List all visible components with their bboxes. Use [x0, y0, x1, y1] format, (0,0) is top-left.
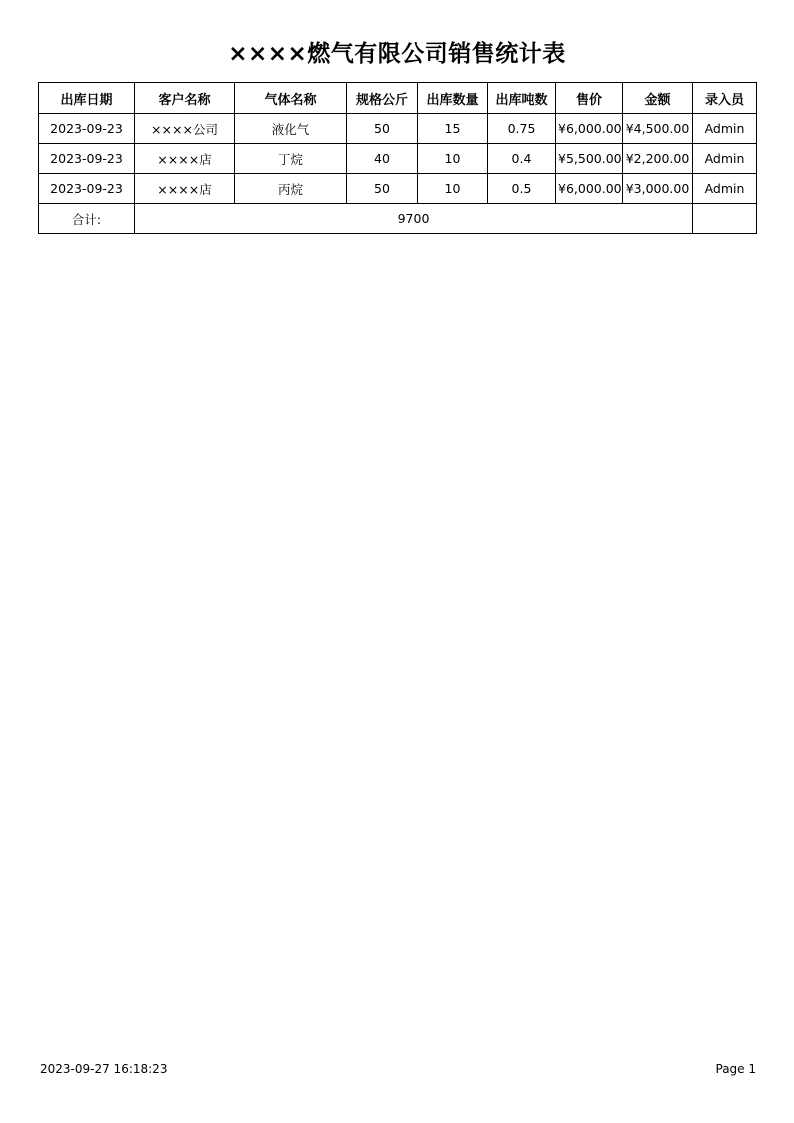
cell-date: 2023-09-23	[39, 174, 135, 204]
total-empty-cell	[693, 204, 757, 234]
cell-spec: 40	[347, 144, 418, 174]
total-row	[39, 204, 757, 234]
cell-quantity: 10	[418, 144, 488, 174]
col-header-customer: 客户名称	[135, 83, 235, 114]
cell-spec: 50	[347, 114, 418, 144]
cell-price: ¥6,000.00	[556, 114, 623, 144]
cell-price: ¥6,000.00	[556, 174, 623, 204]
sales-table	[38, 82, 757, 234]
col-header-quantity: 出库数量	[418, 83, 488, 114]
cell-amount: ¥4,500.00	[623, 114, 693, 144]
header-row	[39, 83, 757, 114]
cell-amount: ¥3,000.00	[623, 174, 693, 204]
print-timestamp: 2023-09-27 16:18:23	[40, 1062, 168, 1076]
col-header-tons: 出库吨数	[488, 83, 556, 114]
col-header-spec: 规格公斤	[347, 83, 418, 114]
cell-gas: 液化气	[235, 114, 347, 144]
cell-operator: Admin	[693, 144, 757, 174]
col-header-amount: 金额	[623, 83, 693, 114]
cell-quantity: 10	[418, 174, 488, 204]
col-header-gas: 气体名称	[235, 83, 347, 114]
cell-tons: 0.4	[488, 144, 556, 174]
cell-price: ¥5,500.00	[556, 144, 623, 174]
cell-gas: 丙烷	[235, 174, 347, 204]
cell-tons: 0.75	[488, 114, 556, 144]
col-header-price: 售价	[556, 83, 623, 114]
col-header-date: 出库日期	[39, 83, 135, 114]
page-title: ××××燃气有限公司销售统计表	[228, 41, 566, 67]
cell-date: 2023-09-23	[39, 144, 135, 174]
cell-quantity: 15	[418, 114, 488, 144]
page-number: Page 1	[715, 1062, 756, 1076]
table-row	[39, 114, 757, 144]
cell-date: 2023-09-23	[39, 114, 135, 144]
total-label: 合计:	[39, 204, 135, 234]
cell-gas: 丁烷	[235, 144, 347, 174]
cell-customer: ××××店	[135, 174, 235, 204]
cell-operator: Admin	[693, 174, 757, 204]
cell-operator: Admin	[693, 114, 757, 144]
col-header-operator: 录入员	[693, 83, 757, 114]
cell-amount: ¥2,200.00	[623, 144, 693, 174]
cell-spec: 50	[347, 174, 418, 204]
table-row	[39, 174, 757, 204]
cell-tons: 0.5	[488, 174, 556, 204]
cell-customer: ××××店	[135, 144, 235, 174]
table-row	[39, 144, 757, 174]
total-value: 9700	[135, 204, 693, 234]
cell-customer: ××××公司	[135, 114, 235, 144]
